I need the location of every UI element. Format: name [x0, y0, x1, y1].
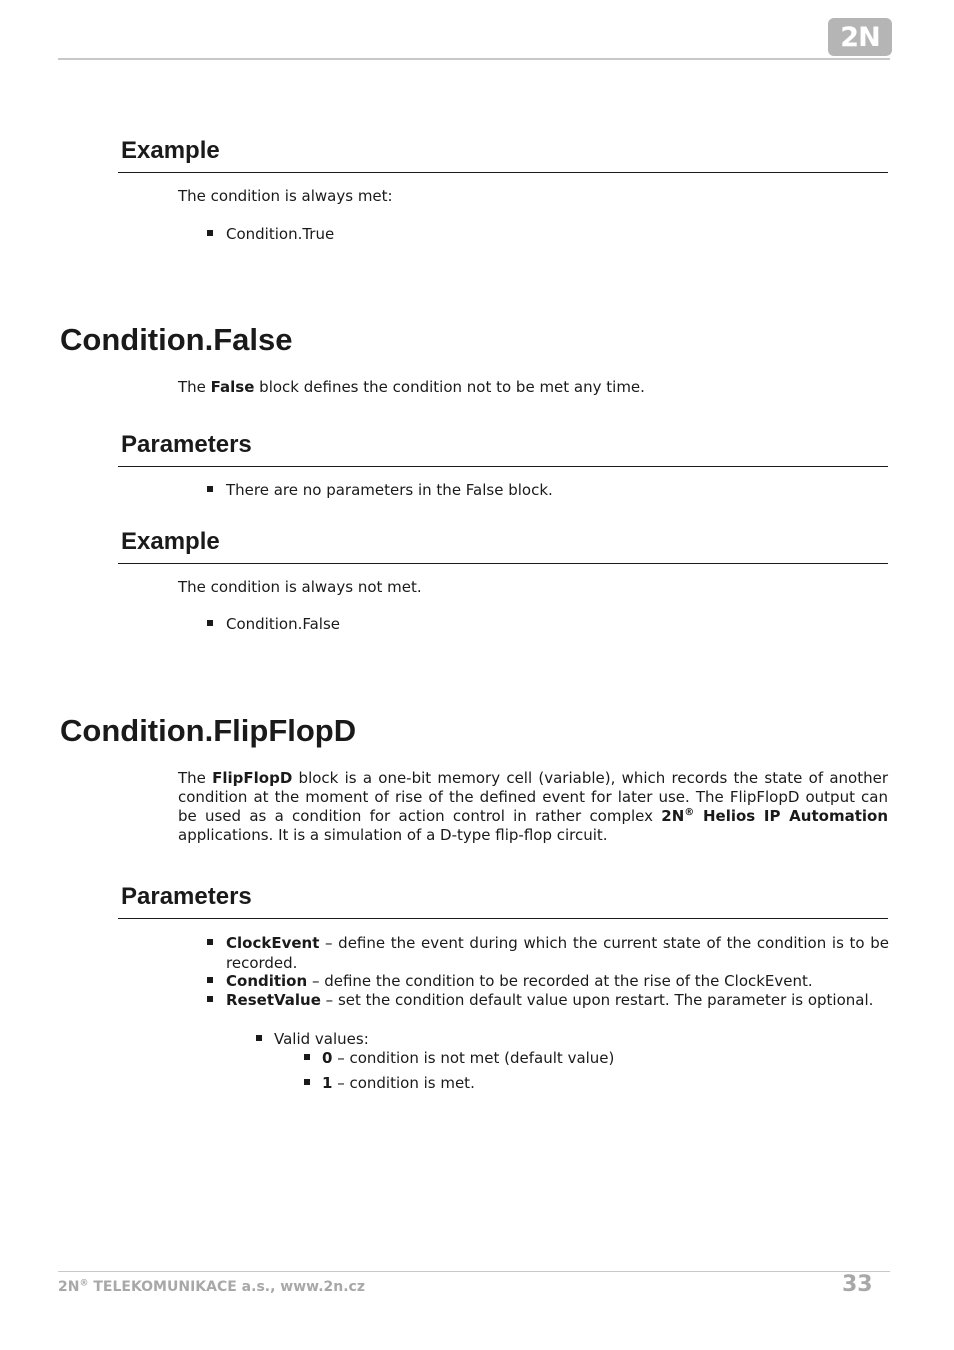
example-intro-true: The condition is always met:	[178, 187, 393, 205]
desc-text: block is a one-bit memory cell (variable), which records the state of another condition at the moment of rise of the defined event for later use. The FlipFlopD output can be used as a condition for action control in rather complex	[178, 769, 889, 825]
parameters-heading-text: Parameters	[121, 431, 252, 458]
desc-bold-term: FlipFlopD	[212, 769, 293, 787]
bullet-square-icon	[304, 1054, 310, 1060]
list-item-text: There are no parameters in the False block.	[226, 481, 553, 499]
list-item	[207, 481, 889, 501]
desc-text: block defines the condition not to be met any time.	[254, 378, 645, 396]
example-heading-false	[118, 527, 888, 564]
bullet-square-icon	[256, 1035, 262, 1041]
value-description: – condition is met.	[332, 1074, 475, 1092]
value-text	[322, 1049, 888, 1069]
parameters-heading-flipflopd	[118, 882, 888, 919]
product-name: Helios IP Automation	[702, 807, 888, 825]
bullet-square-icon	[207, 939, 213, 945]
logo-text: 2N	[840, 21, 880, 53]
parameters-heading-false	[118, 430, 888, 467]
param-text	[226, 972, 889, 992]
desc-text: applications. It is a simulation of a D-type flip-flop circuit.	[178, 826, 608, 844]
parameters-heading-text: Parameters	[121, 883, 252, 910]
param-name: ClockEvent	[226, 934, 320, 952]
param-description: – define the event during which the current state of the condition is to be recorded.	[226, 934, 889, 972]
company-logo	[828, 18, 892, 56]
desc-brand	[661, 807, 888, 825]
param-item-condition	[207, 972, 889, 992]
list-item-text: Condition.False	[226, 615, 341, 633]
list-item-text: Valid values:	[274, 1030, 369, 1048]
value-code: 1	[322, 1074, 333, 1092]
registered-mark: ®	[79, 1278, 89, 1289]
value-description: – condition is not met (default value)	[332, 1049, 615, 1067]
list-item-text: Condition.True	[226, 225, 335, 243]
value-item-1	[304, 1074, 888, 1094]
list-item	[207, 615, 889, 635]
param-description: – set the condition default value upon restart. The parameter is optional.	[320, 991, 874, 1009]
value-item-0	[304, 1049, 888, 1069]
footer-brand: 2N	[58, 1279, 80, 1295]
registered-mark: ®	[684, 807, 695, 818]
example-heading-true	[118, 136, 888, 173]
example-heading-text: Example	[121, 528, 220, 555]
bullet-square-icon	[207, 977, 213, 983]
param-text	[226, 991, 889, 1011]
bullet-square-icon	[207, 230, 213, 236]
footer-divider	[58, 1271, 890, 1272]
condition-false-description	[178, 378, 645, 397]
example-intro-false: The condition is always not met.	[178, 578, 422, 596]
example-heading-text: Example	[121, 137, 220, 164]
param-item-clockevent	[207, 934, 889, 973]
condition-flipflopd-description	[178, 769, 888, 845]
footer-company	[58, 1279, 365, 1295]
bullet-square-icon	[207, 620, 213, 626]
param-text	[226, 934, 889, 973]
desc-bold-term: False	[210, 378, 255, 396]
footer-company-text: TELEKOMUNIKACE a.s., www.2n.cz	[88, 1279, 365, 1295]
section-title-condition-flipflopd: Condition.FlipFlopD	[60, 713, 357, 748]
value-code: 0	[322, 1049, 333, 1067]
bullet-square-icon	[207, 486, 213, 492]
desc-text: The	[178, 378, 211, 396]
page-number: 33	[842, 1272, 873, 1297]
brand-text: 2N	[661, 807, 685, 825]
param-name: Condition	[226, 972, 308, 990]
desc-text: The	[178, 769, 213, 787]
param-name: ResetValue	[226, 991, 321, 1009]
bullet-square-icon	[207, 996, 213, 1002]
valid-values-item	[256, 1030, 888, 1050]
value-text	[322, 1074, 888, 1094]
param-description: – define the condition to be recorded at the rise of the ClockEvent.	[307, 972, 813, 990]
param-item-resetvalue	[207, 991, 889, 1011]
bullet-square-icon	[304, 1079, 310, 1085]
section-title-condition-false: Condition.False	[60, 322, 293, 357]
list-item	[207, 225, 889, 245]
header-divider	[58, 58, 890, 60]
